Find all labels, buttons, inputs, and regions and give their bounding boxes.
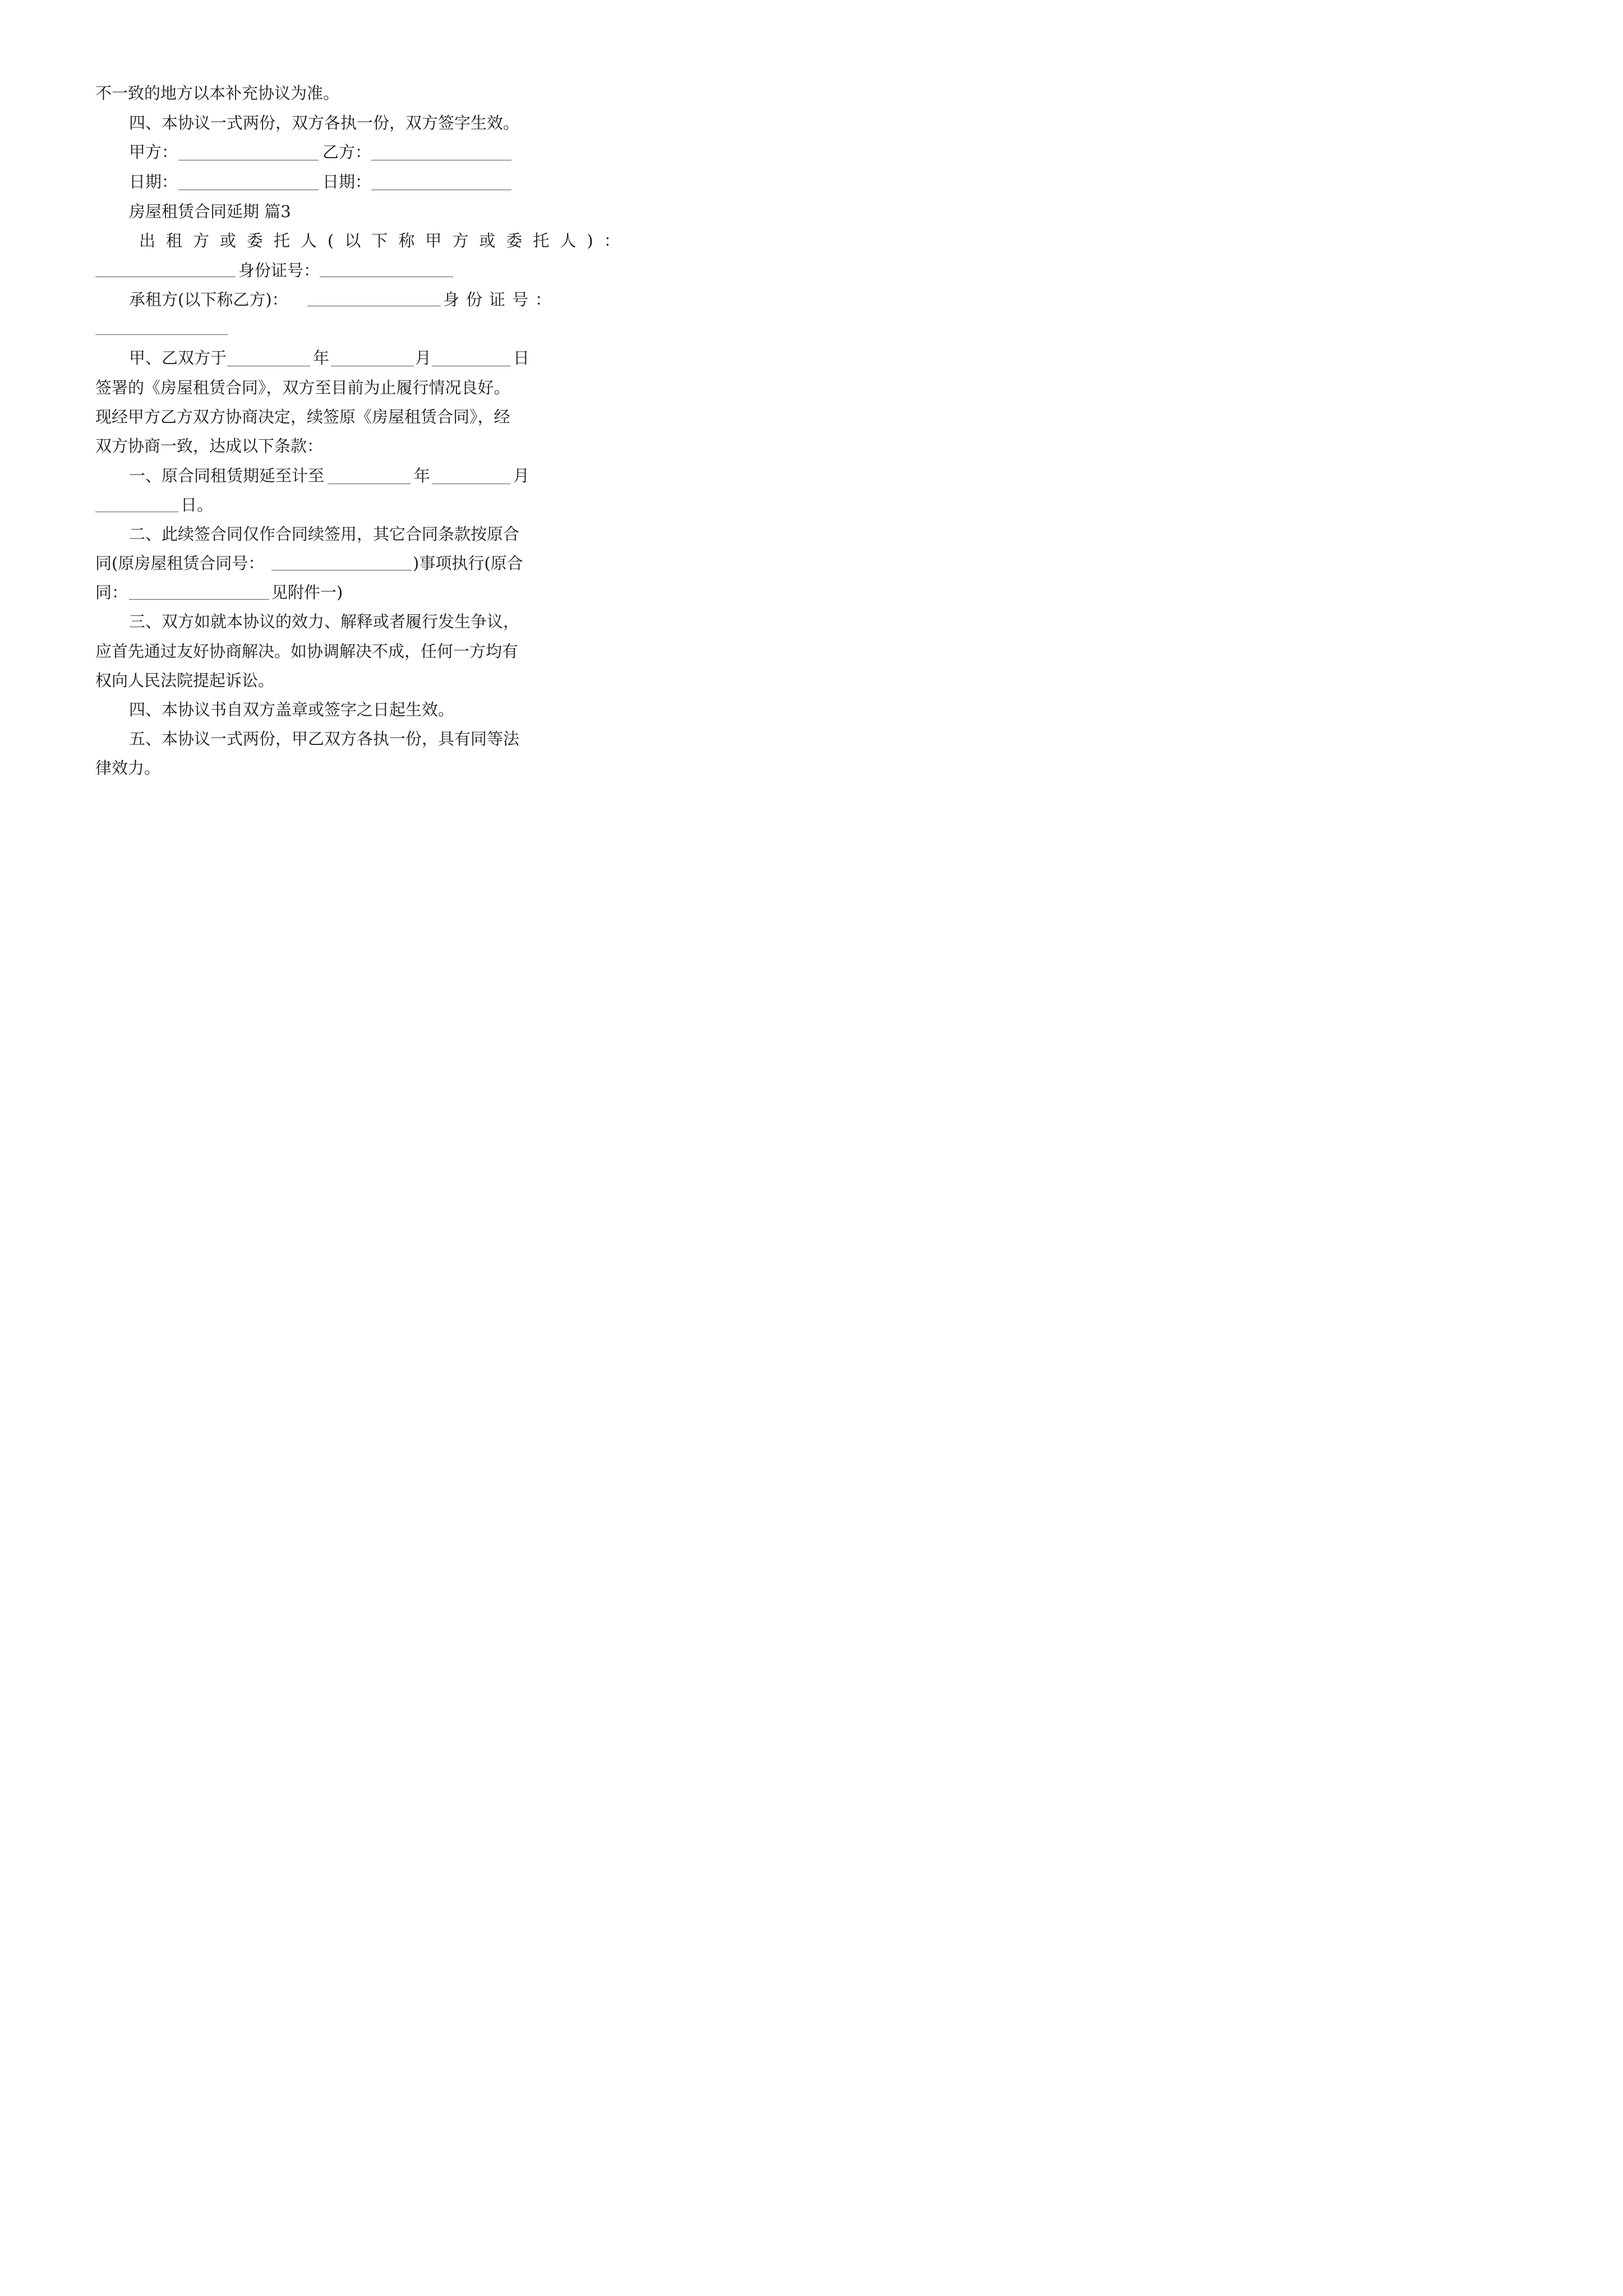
- section-heading: [0, 197, 628, 226]
- clause-3-text: 三、双方如就本协议的效力、解释或者履行发生争议，: [129, 612, 520, 631]
- intro-text: 双方协商一致，达成以下条款：: [95, 436, 324, 455]
- clause-2-text: )事项执行(原合: [413, 554, 523, 573]
- paragraph-line: [0, 666, 628, 695]
- intro-text: 现经甲方乙方双方协商决定，续签原《房屋租赁合同》，经: [95, 407, 510, 426]
- paragraph-line: [0, 519, 628, 549]
- lessee-id-blank: [95, 334, 228, 335]
- signature-row-dates: [0, 167, 628, 196]
- paragraph-line: [0, 431, 628, 461]
- intro-text: 甲、乙双方于: [129, 348, 227, 367]
- paragraph-line: [0, 79, 628, 108]
- continuation-text: 不一致的地方以本补充协议为准。: [95, 84, 340, 103]
- party-b-label: 乙方：: [322, 142, 372, 162]
- clause-5-text: 五、本协议一式两份，甲乙双方各执一份，具有同等法: [129, 729, 520, 748]
- party-a-label: 甲方：: [129, 142, 178, 162]
- lessor-id-label: 身份证号：: [238, 261, 320, 280]
- month-label: 月: [415, 348, 432, 367]
- lessor-line: [0, 226, 631, 255]
- intro-text: 签署的《房屋租赁合同》，双方至目前为止履行情况良好。: [95, 378, 510, 397]
- paragraph-line: [0, 461, 628, 490]
- lessor-id-line: [0, 256, 628, 285]
- section-title: 房屋租赁合同延期 篇3: [129, 202, 291, 221]
- clause-3-text: 权向人民法院提起诉讼。: [95, 671, 275, 690]
- paragraph-line: [0, 578, 628, 607]
- clause-2-text: 同(原房屋租赁合同号：: [95, 554, 265, 573]
- lessee-line: [0, 285, 628, 314]
- clause-1-text: 一、原合同租赁期延至计至: [129, 466, 325, 485]
- original-contract-blank: [129, 599, 269, 600]
- day-label: 日。: [181, 495, 214, 514]
- lessee-id-label: 身份证号：: [443, 290, 559, 309]
- month-label: 月: [513, 466, 530, 485]
- lessor-label: 出租方或委托人(以下称甲方或委托人)：: [139, 231, 631, 250]
- paragraph-line: [0, 753, 628, 783]
- year-label: 年: [313, 348, 330, 367]
- signature-row-parties: [0, 137, 628, 167]
- clause-3-text: 应首先通过友好协商解决。如协调解决不成，任何一方均有: [95, 642, 519, 661]
- lessee-label: 承租方(以下称乙方)：: [129, 290, 288, 309]
- paragraph-line: [0, 108, 628, 137]
- year-label: 年: [414, 466, 431, 485]
- paragraph-line: [0, 549, 628, 578]
- day-label: 日: [513, 348, 530, 367]
- paragraph-line: [0, 373, 628, 402]
- lessee-id-line: [0, 314, 628, 343]
- clause-4-prev: 四、本协议一式两份，双方各执一份，双方签字生效。: [129, 113, 520, 132]
- paragraph-line: [0, 490, 628, 519]
- date-b-label: 日期：: [322, 172, 372, 191]
- paragraph-line: [0, 343, 628, 372]
- paragraph-line: [0, 402, 628, 431]
- clause-2-text: 同：: [95, 583, 128, 602]
- clause-4-text: 四、本协议书自双方盖章或签字之日起生效。: [129, 700, 455, 719]
- paragraph-line: [0, 695, 628, 724]
- paragraph-line: [0, 607, 628, 636]
- paragraph-line: [0, 637, 628, 666]
- document-page: [0, 0, 631, 889]
- clause-5-text: 律效力。: [95, 758, 161, 777]
- clause-2-text: 二、此续签合同仅作合同续签用，其它合同条款按原合: [129, 524, 520, 544]
- paragraph-line: [0, 724, 628, 753]
- date-a-label: 日期：: [129, 172, 178, 191]
- clause-2-text: 见附件一): [271, 583, 343, 602]
